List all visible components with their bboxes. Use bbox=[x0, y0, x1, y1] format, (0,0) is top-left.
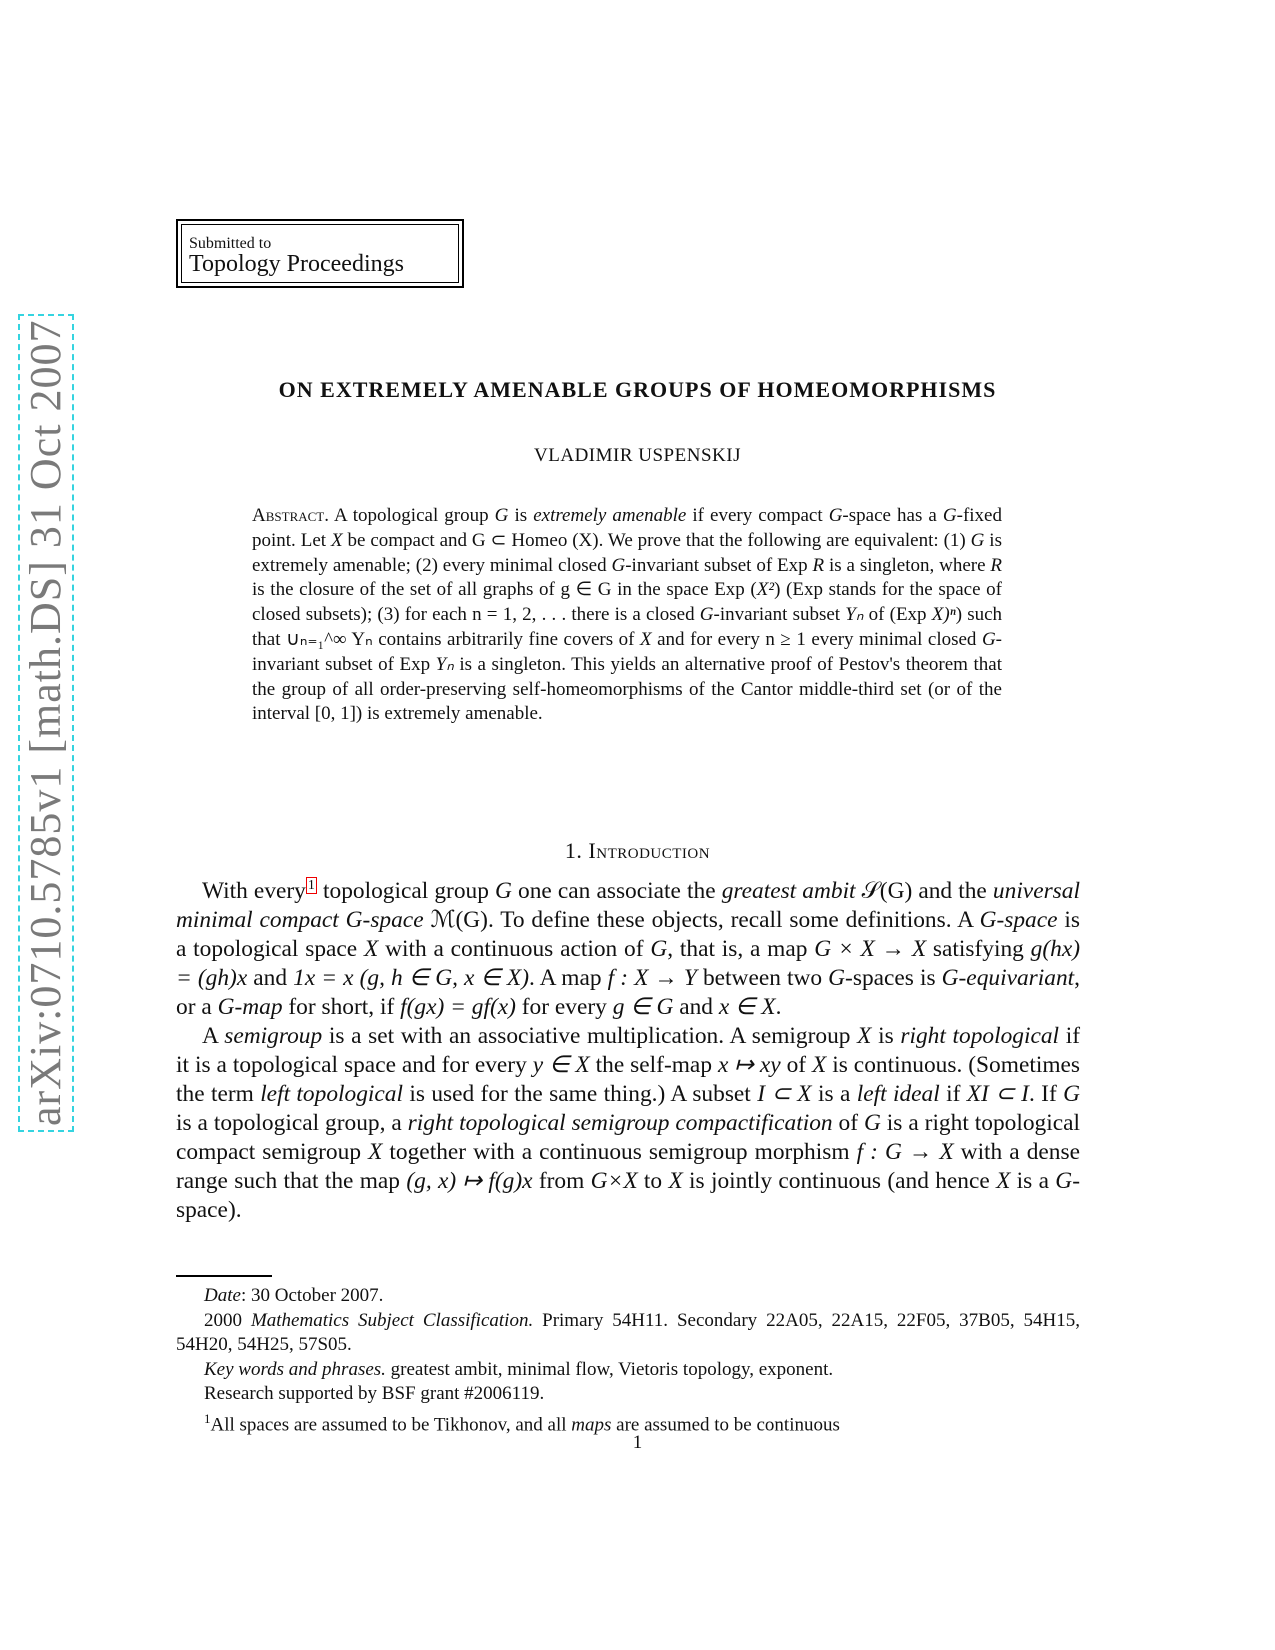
paragraph: A semigroup is a set with an associative multiplication. A semigroup X is right topological if it is a topological space and for every y ∈ X the self-map x ↦ xy of X is continuous. (Sometimes the term left topological is used for the same thing.) A subset I ⊂ X is a left ideal if XI ⊂ I. If G is a topological group, a right topological semigroup compactification of G is a right topological compact semigroup X together with a continuous semigroup morphism f : G → X with a dense range such that the map (g, x) ↦ f(g)x from G×X to X is jointly continuous (and hence X is a G-space). bbox=[176, 1023, 1081, 1223]
journal-box bbox=[176, 219, 464, 288]
paragraph: With every $^1$ topological group G one can associate the greatest ambit 𝒮(G) and the universal minimal compact G-space ℳ(G). To define these objects, recall some definitions. A G-space is a topological space X with a continuous action of G, that is, a map G × X → X satisfying g(hx) = (gh)x and 1x = x (g, h ∈ G, x ∈ X). A map f : X → Y between two G-spaces is G-equivariant, or a G-map for short, if f(gx) = gf(x) for every g ∈ G and x ∈ X. bbox=[176, 878, 1081, 1020]
footnote-1: $^1$All spaces are assumed to be Tikhonov, and all maps are assumed to be continuous bbox=[204, 1410, 840, 1436]
arxiv-identifier-link[interactable]: arXiv:0710.5785v1 [math.DS] 31 Oct 2007 bbox=[20, 316, 72, 1130]
footnote-link[interactable]: 1 bbox=[307, 878, 315, 894]
term-extremely-amenable: extremely amenable bbox=[533, 505, 687, 526]
footnotes bbox=[176, 1284, 1080, 1438]
date-note: Date: 30 October 2007. bbox=[204, 1285, 384, 1306]
author-name: VLADIMIR USPENSKIJ bbox=[534, 445, 741, 466]
abstract-label: Abstract. bbox=[252, 505, 329, 526]
paper-title: ON EXTREMELY AMENABLE GROUPS OF HOMEOMORPHISMS bbox=[278, 377, 997, 402]
page-number: 1 bbox=[632, 1432, 643, 1453]
abstract: Abstract. A topological group G is extremely amenable if every compact G-space has a G-fixed point. Let X be compact and G ⊂ Homeo (X). We prove that the following are equivalent: (1) G is extremely amenable; (2) every minimal closed G-invariant subset of Exp R is a singleton, where R is the closure of the set of all graphs of g ∈ G in the space Exp (X²) (Exp stands for the space of closed subsets); (3) for each n = 1, 2, . . . there is a closed G-invariant subset Yₙ of (Exp X)ⁿ) such that ∪ₙ₌₁^∞ Yₙ contains arbitrarily fine covers of X and for every n ≥ 1 every minimal closed G-invariant subset of Exp Yₙ is a singleton. This yields an alternative proof of Pestov's theorem that the group of all order-preserving self-homeomorphisms of the Cantor middle-third set (or of the interval [0, 1]) is extremely amenable. bbox=[252, 505, 1003, 725]
keywords-note: Key words and phrases. greatest ambit, minimal flow, Vietoris topology, exponent. bbox=[204, 1358, 834, 1380]
grant-note: Research supported by BSF grant #2006119. bbox=[204, 1383, 545, 1405]
journal-submitted-label: Submitted to bbox=[189, 235, 272, 252]
journal-name: Topology Proceedings bbox=[189, 251, 404, 277]
section-heading: 1. Introduction bbox=[564, 838, 711, 863]
msc-note: 2000 Mathematics Subject Classification. Primary 54H11. Secondary 22A05, 22A15, 22F05, 37B05, 54H15, 54H20, 54H25, 57S05. bbox=[176, 1309, 1081, 1356]
footnote-marker: 1 bbox=[204, 1410, 211, 1426]
footnote-divider bbox=[176, 1275, 272, 1277]
introduction-body bbox=[176, 877, 1080, 1225]
